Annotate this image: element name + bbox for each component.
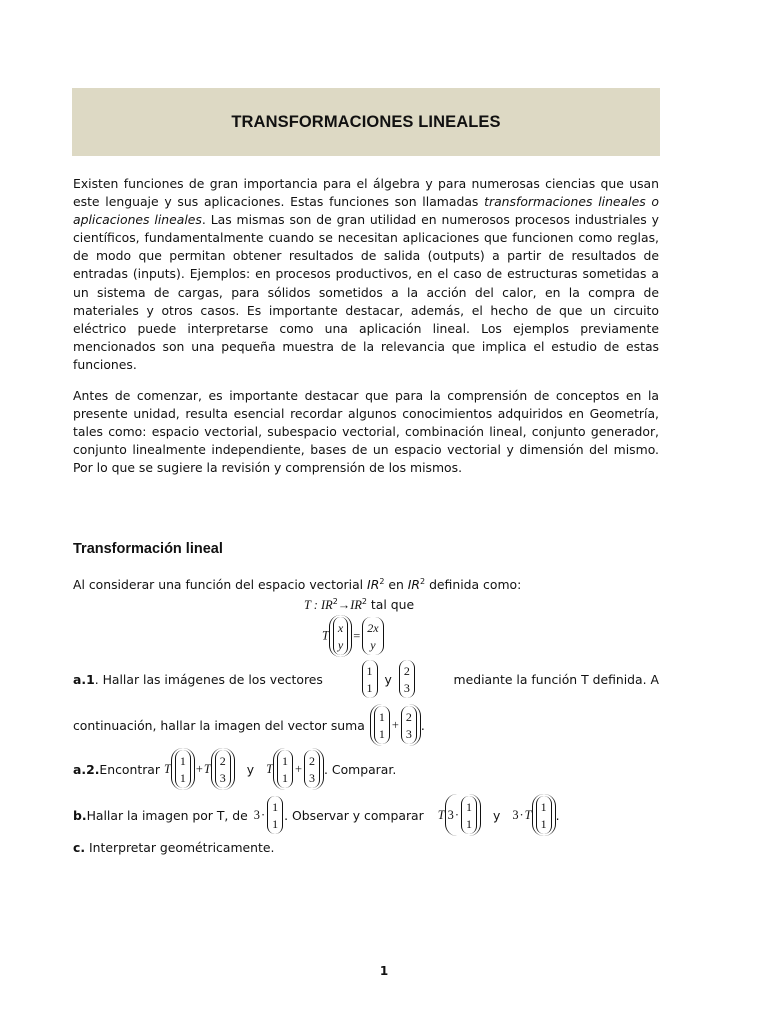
vector-1-1: 1 1 bbox=[374, 706, 390, 744]
exercise-c: c. Interpretar geométricamente. bbox=[73, 840, 275, 855]
definition-formula: T x y = 2x y bbox=[322, 615, 385, 657]
exercise-a2: a.2. Encontrar T 1 1 + T 2 3 y T 1 1 + 2 3 . Comparar. bbox=[73, 748, 396, 790]
page-number: 1 bbox=[379, 964, 389, 978]
title-banner bbox=[72, 88, 660, 156]
page-title: TRANSFORMACIONES LINEALES bbox=[231, 112, 501, 131]
mapping-line: T : $IR^2\to IR^2$ tal que bbox=[304, 596, 415, 612]
vector-2-3: 2 3 bbox=[399, 660, 415, 698]
intro-emphasis: transformaciones lineales o aplicaciones lineales bbox=[73, 194, 659, 228]
exercise-a1-continuation: continuación, hallar la imagen del vector suma 1 1 + 2 3 . bbox=[73, 704, 425, 746]
exercise-a1: a.1. Hallar las imágenes de los vectores 1 1 y 2 3 mediante la función T definida. A bbox=[73, 660, 659, 698]
definition-sentence: Al considerar una función del espacio vectorial $IR^2$ en $IR^2$ definida como: bbox=[73, 576, 522, 592]
vector-2x-y: 2x y bbox=[362, 617, 383, 655]
intro-paragraph-1 bbox=[73, 175, 659, 374]
vector-1-1: 1 1 bbox=[362, 660, 378, 698]
exercise-b: b. Hallar la imagen por T, de 3 · 1 1 . Observar y comparar T 3 · 1 1 y 3 · T 1 1 . bbox=[73, 794, 560, 836]
section-heading: Transformación lineal bbox=[73, 541, 223, 557]
vector-2-3: 2 3 bbox=[401, 706, 417, 744]
intro-paragraph-2: Antes de comenzar, es importante destacar que para la comprensión de conceptos en la presente unidad, resulta esencial recordar algunos conocimientos adquiridos en Geometría, tales como: espacio vectorial, subespacio vectorial, combinación lineal, conjunto generador, conjunto linealmente independiente, bases de un espacio vectorial y dimensión del mismo. Por lo que se sugiere la revisión y comprensión de los mismos. bbox=[73, 388, 659, 476]
intro-text-b: . Las mismas son de gran utilidad en numerosos procesos industriales y científicos, fundamentalmente cuando se necesitan aplicaciones que funcionen como reglas, de modo que permitan obtener resultados de salida (outputs) a partir de resultados de entradas (inputs). Ejemplos: en procesos productivos, en el caso de estructuras sometidas a un sistema de cargas, para sólidos sometidos a la acción del calor, en la compra de materiales y otros casos. Es importante destacar, además, el hecho de que un circuito eléctrico puede interpretarse como una aplicación lineal. Los ejemplos previamente mencionados son una pequeña muestra de la relevancia que implica el estudio de estas funciones. bbox=[73, 212, 659, 372]
intro-text-a: Existen funciones de gran importancia para el álgebra y para numerosas ciencias que usan este lenguaje y sus aplicaciones. Estas funciones son llamadas bbox=[73, 176, 659, 210]
vector-xy: x y bbox=[333, 617, 348, 655]
